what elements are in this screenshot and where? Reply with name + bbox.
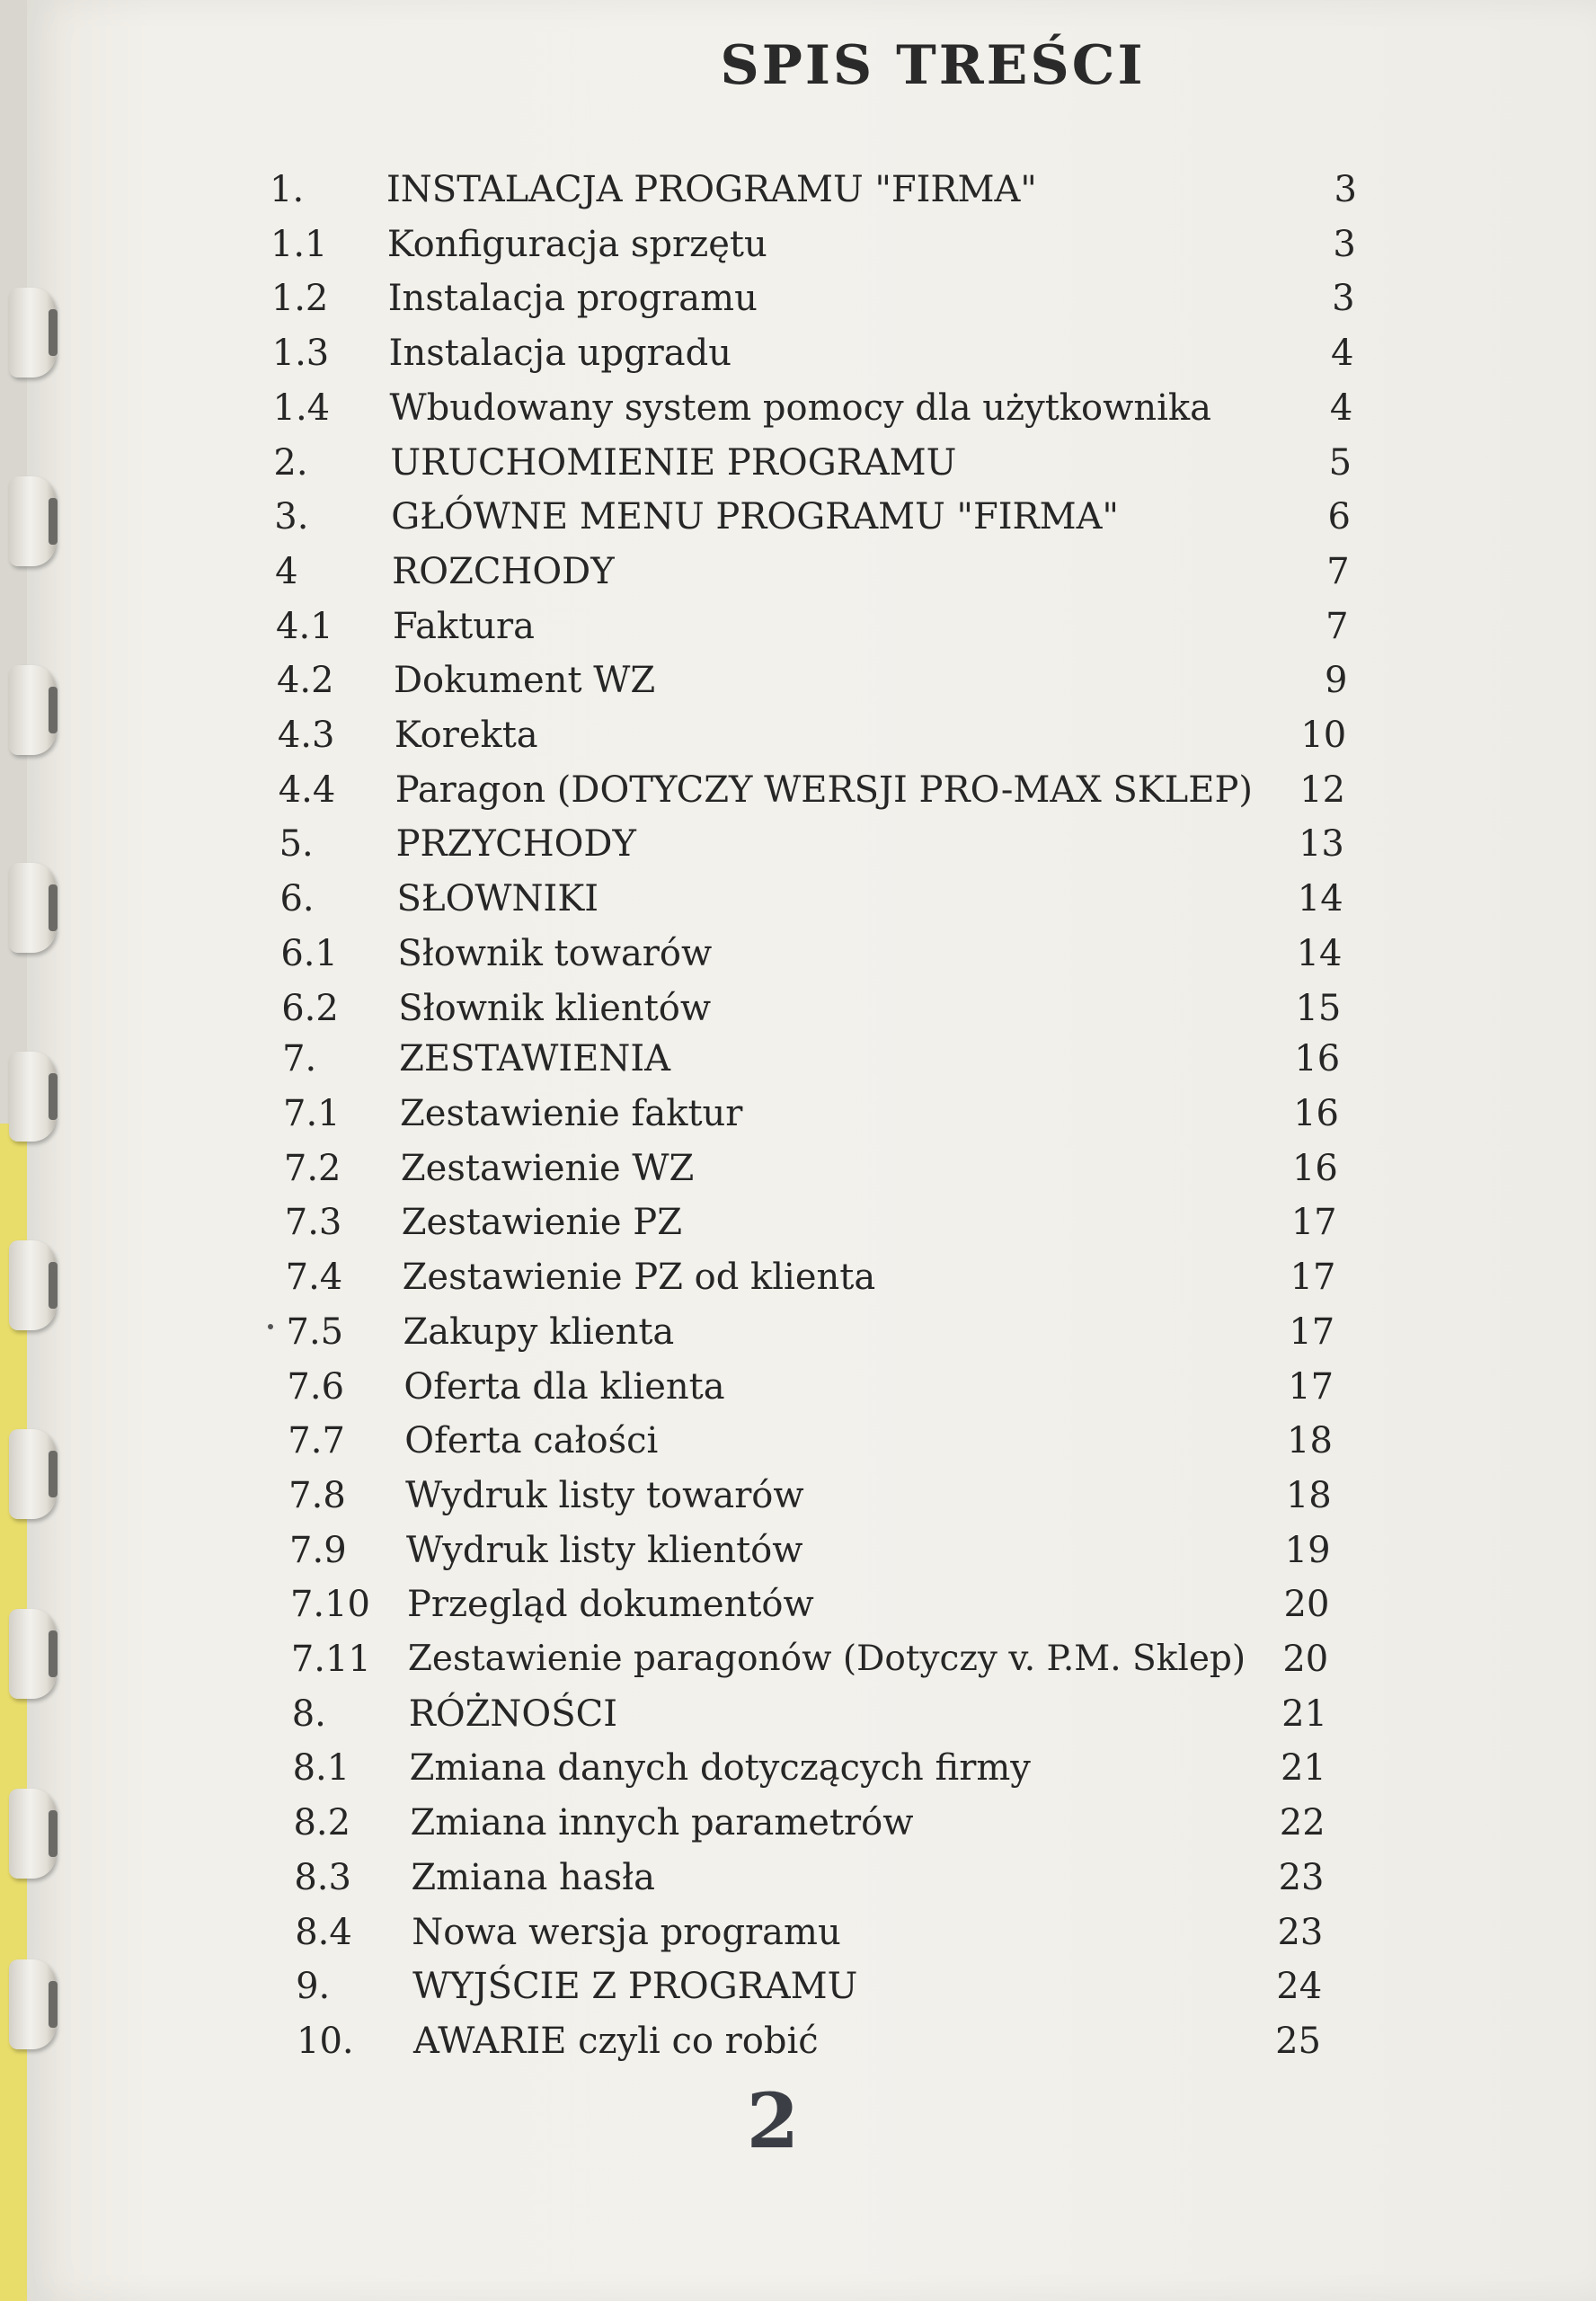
toc-entry-title: URUCHOMIENIE PROGRAMU: [390, 441, 957, 484]
toc-entry: [278, 713, 1346, 758]
toc-entry-title: Zmiana innych parametrów: [410, 1802, 914, 1844]
toc-entry-number: 6.2: [281, 987, 339, 1029]
toc-entry-number: 1.2: [270, 278, 329, 320]
toc-entry-page: 16: [1294, 1038, 1341, 1080]
toc-entry-page: 23: [1278, 1856, 1325, 1898]
toc-entry: [293, 1800, 1325, 1845]
toc-entry-title: Instalacja upgradu: [388, 333, 732, 375]
toc-entry-title: GŁÓWNE MENU PROGRAMU "FIRMA": [391, 496, 1119, 538]
toc-entry: [287, 1364, 1334, 1409]
toc-entry: [271, 276, 1355, 321]
toc-entry-page: 21: [1280, 1747, 1326, 1790]
toc-entry-number: 7.4: [285, 1257, 343, 1299]
toc-entry-title: Zestawienie PZ: [401, 1202, 683, 1244]
toc-entry-number: 8.2: [293, 1802, 351, 1844]
toc-entry-title: Dokument WZ: [393, 660, 656, 702]
toc-entry: [276, 604, 1349, 649]
toc-entry-page: 5: [1328, 441, 1352, 484]
toc-entry-title: Zestawienie faktur: [400, 1093, 743, 1134]
toc-entry: [284, 1146, 1338, 1191]
toc-entry-title: Wydruk listy towarów: [405, 1474, 804, 1516]
toc-entry-title: SŁOWNIKI: [396, 878, 599, 920]
toc-entry-page: 23: [1277, 1911, 1324, 1953]
toc-entry-page: 17: [1289, 1310, 1335, 1353]
toc-entry: [279, 768, 1345, 813]
toc-entry: [296, 1964, 1322, 2009]
toc-entry-title: Przegląd dokumentów: [406, 1584, 814, 1626]
toc-entry-title: Oferta dla klienta: [403, 1365, 725, 1408]
toc-entry-title: Faktura: [393, 605, 535, 647]
toc-entry-number: 6.: [279, 878, 315, 920]
toc-entry-title: Zmiana hasła: [411, 1856, 655, 1898]
toc-entry-number: 10.: [297, 2021, 354, 2062]
toc-entry-number: 8.1: [292, 1747, 350, 1790]
toc-entry: [272, 331, 1354, 376]
toc-entry: [270, 222, 1356, 267]
toc-entry-title: Wbudowany system pomocy dla użytkownika: [389, 386, 1211, 429]
toc-entry: [295, 1910, 1323, 1955]
toc-entry-title: PRZYCHODY: [395, 823, 636, 866]
toc-entry-page: 15: [1295, 987, 1342, 1029]
toc-entry-title: Zakupy klienta: [403, 1310, 675, 1353]
toc-entry: [289, 1528, 1331, 1573]
toc-entry: [280, 931, 1342, 976]
toc-entry-page: 9: [1324, 660, 1348, 702]
toc-entry: [286, 1255, 1336, 1300]
page-title: SPIS TREŚCI: [720, 34, 1146, 97]
toc-entry-number: 5.: [279, 823, 314, 866]
toc-entry-number: 4: [275, 550, 298, 592]
toc-entry-number: 4.1: [276, 605, 333, 647]
toc-entry: [282, 1036, 1340, 1081]
toc-entry-number: 8.4: [295, 1911, 352, 1953]
toc-entry-page: 3: [1332, 278, 1355, 320]
toc-entry-page: 13: [1298, 823, 1344, 866]
toc-entry-page: 3: [1334, 169, 1357, 210]
toc-entry-number: 7.1: [283, 1093, 341, 1134]
toc-entry-title: Zmiana danych dotyczących firmy: [409, 1747, 1031, 1790]
toc-entry: [285, 1200, 1337, 1245]
toc-entry: [283, 1091, 1339, 1136]
toc-entry-page: 14: [1297, 878, 1343, 920]
speck: [268, 1324, 273, 1329]
page-number: 2: [746, 2076, 800, 2165]
toc-entry-number: 4.2: [276, 660, 334, 702]
toc-entry-number: 7.8: [288, 1474, 346, 1516]
toc-entry-number: 4.4: [278, 768, 336, 811]
toc-entry-page: 16: [1291, 1147, 1338, 1189]
toc-entry-title: Zestawienie paragonów (Dotyczy v. P.M. Sklep): [407, 1639, 1246, 1680]
toc-entry-number: 9.: [296, 1966, 331, 2008]
toc-entry-number: 7.2: [283, 1147, 341, 1189]
toc-entry-page: 7: [1326, 550, 1350, 592]
toc-entry-number: 7.6: [287, 1365, 345, 1408]
toc-entry-page: 20: [1282, 1639, 1329, 1681]
toc-entry-number: 3.: [274, 496, 309, 538]
toc-entry-number: 4.3: [277, 715, 335, 757]
toc-entry-page: 4: [1331, 333, 1354, 375]
toc-entry-number: 7.5: [286, 1310, 344, 1353]
toc-entry: [290, 1582, 1329, 1627]
toc-entry-title: Zestawienie PZ od klienta: [402, 1257, 876, 1299]
toc-entry: [288, 1473, 1332, 1518]
toc-entry-page: 22: [1279, 1802, 1326, 1844]
toc-entry-number: 1.4: [272, 386, 331, 429]
toc-entry-page: 20: [1283, 1584, 1330, 1626]
toc-entry-page: 24: [1276, 1966, 1323, 2008]
toc-entry-page: 16: [1293, 1093, 1339, 1134]
toc-entry-page: 10: [1300, 715, 1347, 757]
toc-entry-page: 18: [1285, 1474, 1332, 1516]
toc-entry-number: 7.10: [289, 1584, 370, 1626]
toc-entry-page: 25: [1275, 2021, 1321, 2062]
toc-entry-number: 1.: [270, 169, 305, 210]
toc-entry-number: 7.7: [288, 1420, 345, 1462]
toc-entry-title: RÓŻNOŚCI: [408, 1692, 618, 1735]
toc-entry-number: 7.9: [289, 1529, 347, 1571]
toc-entry-page: 17: [1290, 1202, 1337, 1244]
toc-entry-number: 1.1: [270, 223, 328, 265]
toc-entry: [279, 822, 1344, 866]
toc-entry-page: 17: [1290, 1257, 1336, 1299]
toc-entry: [281, 986, 1341, 1031]
toc-entry-page: 12: [1299, 768, 1346, 811]
toc-entry-number: 8.3: [294, 1856, 351, 1898]
toc-entry-title: Paragon (DOTYCZY WERSJI PRO-MAX SKLEP): [395, 768, 1253, 811]
toc-entry-page: 21: [1281, 1692, 1328, 1735]
toc-entry: [274, 494, 1351, 539]
toc-entry-title: INSTALACJA PROGRAMU "FIRMA": [386, 169, 1037, 210]
toc-entry-title: Korekta: [394, 715, 538, 757]
toc-entry-page: 7: [1326, 605, 1349, 647]
toc-entry: [277, 658, 1347, 703]
toc-entry-title: Instalacja programu: [387, 278, 758, 320]
toc-entry: [279, 876, 1343, 921]
toc-entry-page: 19: [1284, 1529, 1331, 1571]
toc-entry: [270, 167, 1357, 212]
toc-entry: [273, 440, 1352, 485]
toc-entry-number: 6.1: [280, 932, 338, 974]
toc-entry-title: Nowa wersja programu: [412, 1911, 841, 1953]
toc-entry: [287, 1310, 1335, 1355]
toc-entry-page: 4: [1329, 386, 1353, 429]
toc-entry-number: 2.: [273, 441, 308, 484]
toc-entry-number: 7.3: [284, 1202, 342, 1244]
toc-entry-title: Zestawienie WZ: [400, 1147, 695, 1189]
toc-entry: [294, 1855, 1324, 1900]
toc-entry-page: 18: [1287, 1420, 1333, 1462]
toc-entry-title: Słownik towarów: [397, 932, 713, 974]
toc-entry-title: Słownik klientów: [398, 987, 712, 1029]
toc-entry-page: 14: [1296, 932, 1343, 974]
toc-entry: [288, 1418, 1333, 1463]
toc-entry-page: 6: [1327, 496, 1351, 538]
toc-entry-page: 3: [1333, 223, 1356, 265]
toc-entry: [293, 1746, 1326, 1790]
toc-entry: [275, 549, 1350, 594]
toc-entry-title: AWARIE czyli co robić: [413, 2021, 819, 2062]
toc-entry-number: 8.: [291, 1692, 326, 1735]
toc-entry-title: ZESTAWIENIA: [399, 1038, 671, 1080]
toc-entry: [273, 386, 1353, 431]
toc-entry-title: Wydruk listy klientów: [406, 1529, 803, 1571]
toc-entry: [292, 1692, 1327, 1737]
toc-entry-number: 1.3: [271, 333, 330, 375]
toc-entry-number: 7.: [282, 1038, 317, 1080]
toc-entry-title: Konfiguracja sprzętu: [386, 223, 767, 265]
toc-entry: [291, 1637, 1328, 1682]
toc-entry-title: ROZCHODY: [392, 550, 615, 592]
toc-entry-title: Oferta całości: [404, 1420, 659, 1462]
toc-entry-number: 7.11: [290, 1639, 371, 1681]
toc-entry-title: WYJŚCIE Z PROGRAMU: [412, 1966, 858, 2008]
toc-entry: [297, 2019, 1321, 2064]
toc-entry-page: 17: [1288, 1365, 1334, 1408]
